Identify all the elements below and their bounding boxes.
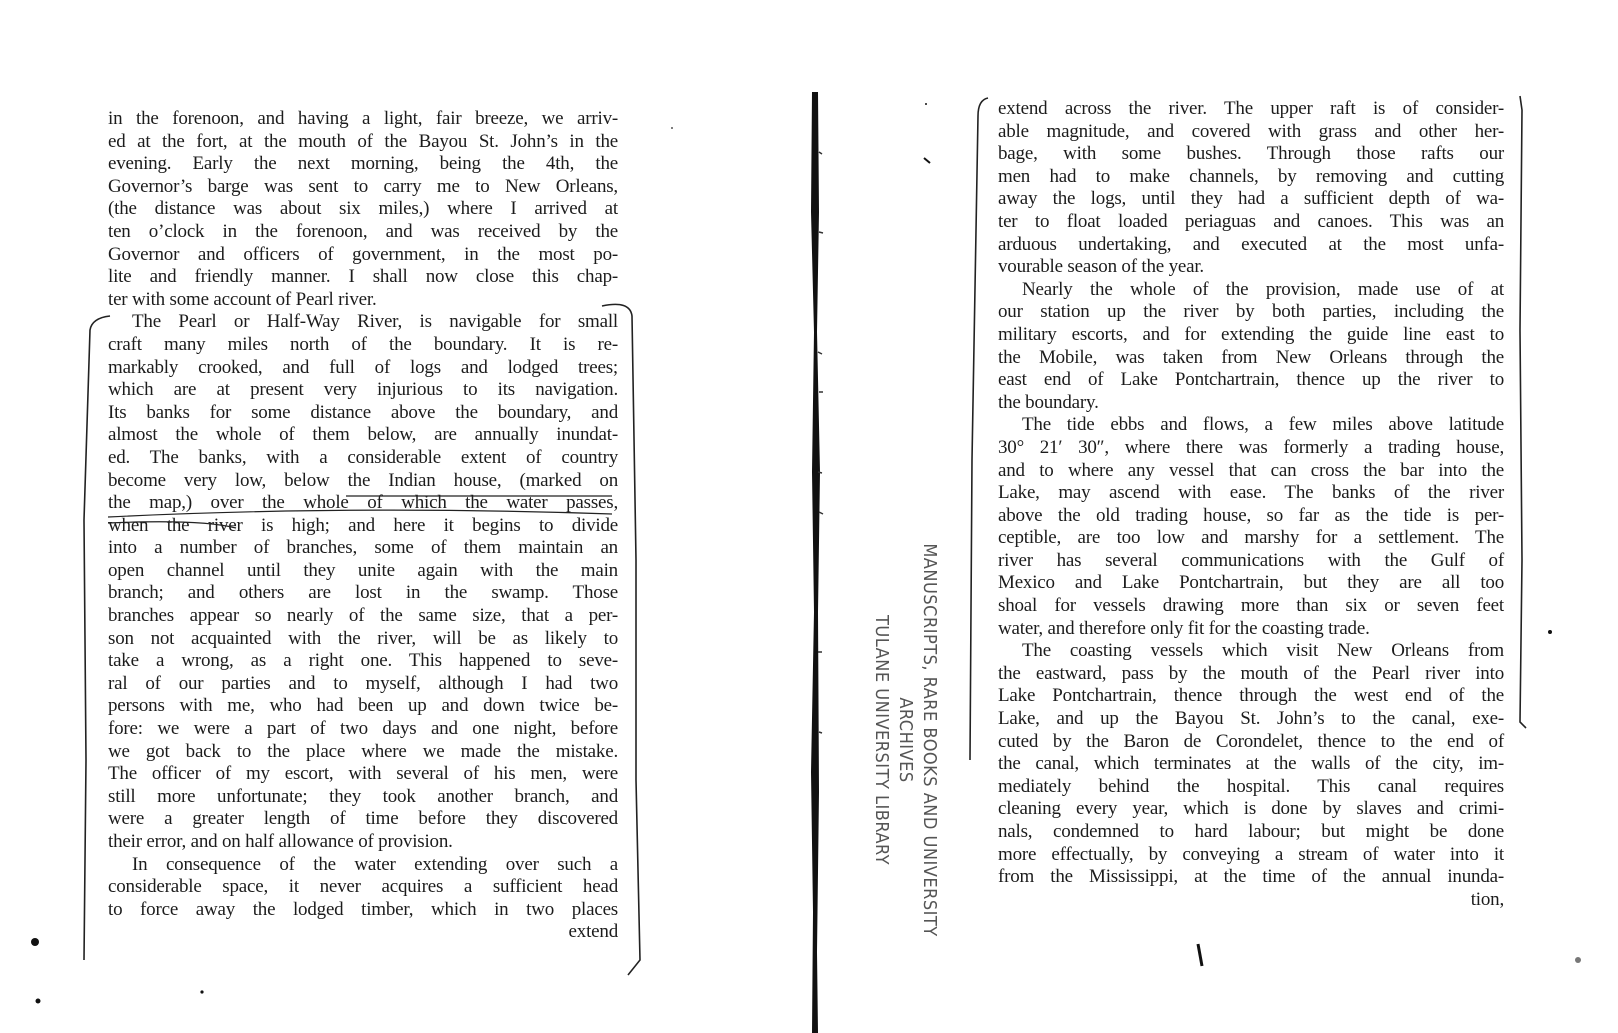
- left-line-7: Governor and officers of government, in the most po-: [108, 243, 618, 265]
- right-line-5: away the logs, until they had a sufficient depth of wa-: [998, 188, 1504, 210]
- right-line-15: The tide ebbs and flows, a few miles above latitude: [1022, 414, 1504, 436]
- right-line-29: cuted by the Baron de Corondelet, thence to the end of: [998, 730, 1504, 752]
- right-line-8: vourable season of the year.: [998, 256, 1204, 278]
- left-line-13: which are at present very injurious to its navigation.: [108, 379, 618, 401]
- left-line-36: to force away the lodged timber, which in two places: [108, 898, 618, 920]
- left-line-2: ed at the fort, at the mouth of the Bayou St. John’s in the: [108, 130, 618, 152]
- right-page: [998, 98, 1504, 911]
- right-line-19: above the old trading house, so far as the tide is per-: [998, 504, 1504, 526]
- left-margin-bracket: [84, 316, 110, 960]
- left-line-3: evening. Early the next morning, being the 4th, the: [108, 153, 618, 175]
- right-line-32: cleaning every year, which is done by slaves and crimi-: [998, 798, 1504, 820]
- left-line-18: the map,) over the whole of which the water passes,: [108, 492, 618, 514]
- left-line-20: into a number of branches, some of them maintain an: [108, 537, 618, 559]
- left-line-35: considerable space, it never acquires a sufficient head: [108, 876, 618, 898]
- speck: [925, 103, 927, 105]
- left-line-29: we got back to the place where we made the mistake.: [108, 740, 618, 762]
- left-line-4: Governor’s barge was sent to carry me to New Orleans,: [108, 175, 618, 197]
- speck: [924, 158, 930, 163]
- left-line-23: branches appear so nearly of the same size, that a per-: [108, 605, 618, 627]
- right-line-24: water, and therefore only fit for the coasting trade.: [998, 617, 1370, 639]
- left-line-10: The Pearl or Half-Way River, is navigable for small: [132, 311, 618, 333]
- left-line-22: branch; and others are lost in the swamp. Those: [108, 582, 618, 604]
- right-catchword: tion,: [1470, 888, 1504, 910]
- right-line-17: and to where any vessel that can cross the bar into the: [998, 459, 1504, 481]
- left-line-19: when the river is high; and here it begins to divide: [108, 514, 618, 536]
- library-stamp: [871, 530, 941, 950]
- left-line-12: markably crooked, and full of logs and lodged trees;: [108, 356, 618, 378]
- right-line-6: ter to float loaded periaguas and canoes. This was an: [998, 210, 1504, 232]
- left-catchword: extend: [568, 921, 618, 943]
- right-line-23: shoal for vessels drawing more than six or seven feet: [998, 595, 1504, 617]
- left-line-27: persons with me, who had been up and down twice be-: [108, 695, 618, 717]
- left-line-28: fore: we were a part of two days and one night, before: [108, 718, 618, 740]
- left-line-33: their error, and on half allowance of provision.: [108, 831, 453, 852]
- right-line-26: the eastward, pass by the mouth of the Pearl river into: [998, 662, 1504, 684]
- left-line-30: The officer of my escort, with several of his men, were: [108, 763, 618, 785]
- speck: [31, 938, 39, 946]
- right-line-16: 30° 21′ 30″, where there was formerly a trading house,: [998, 436, 1504, 458]
- left-line-9: ter with some account of Pearl river.: [108, 288, 377, 310]
- left-line-34: In consequence of the water extending over such a: [132, 853, 618, 875]
- left-line-32: were a greater length of time before they discovered: [108, 808, 618, 830]
- right-line-22: Mexico and Lake Pontchartrain, but they are all too: [998, 572, 1504, 594]
- right-line-10: our station up the river by both parties, including the: [998, 301, 1504, 323]
- left-line-17: become very low, below the Indian house, (marked on: [108, 469, 618, 491]
- right-line-25: The coasting vessels which visit New Orleans from: [1022, 640, 1504, 662]
- left-line-16: ed. The banks, with a considerable extent of country: [108, 446, 618, 468]
- right-line-12: the Mobile, was taken from New Orleans through the: [998, 346, 1504, 368]
- right-line-34: more effectually, by conveying a stream of water into it: [998, 843, 1504, 865]
- right-line-27: Lake Pontchartrain, thence through the west end of the: [998, 685, 1504, 707]
- right-line-1: extend across the river. The upper raft is of consider-: [998, 98, 1504, 119]
- right-line-7: arduous undertaking, and executed at the most unfa-: [998, 233, 1504, 255]
- right-line-21: river has several communications with the Gulf of: [998, 549, 1504, 571]
- left-line-31: still more unfortunate; they took another branch, and: [108, 785, 618, 807]
- stamp-line-archives: MANUSCRIPTS, RARE BOOKS AND UNIVERSITY ARCHIVES: [895, 543, 940, 937]
- speck: [1575, 957, 1581, 963]
- left-line-1: in the forenoon, and having a light, fair breeze, we arriv-: [108, 108, 618, 129]
- speck: [200, 990, 203, 993]
- right-line-3: bage, with some bushes. Through those rafts our: [998, 143, 1504, 165]
- stamp-line-library: TULANE UNIVERSITY LIBRARY: [871, 615, 892, 865]
- speck: [36, 999, 41, 1004]
- left-line-24: son not acquainted with the river, will be as likely to: [108, 627, 618, 649]
- speck: [671, 127, 673, 129]
- right-line-14: the boundary.: [998, 391, 1099, 413]
- speck: [1198, 944, 1202, 966]
- right-line-33: nals, condemned to hard labour; but might be done: [998, 821, 1504, 842]
- right-line-9: Nearly the whole of the provision, made use of at: [1022, 278, 1504, 300]
- left-line-15: almost the whole of them below, are annually inundat-: [108, 424, 618, 446]
- left-line-25: take a wrong, as a right one. This happened to seve-: [108, 650, 618, 672]
- right-line-13: east end of Lake Pontchartrain, thence up the river to: [998, 369, 1504, 391]
- right-line-35: from the Mississippi, at the time of the annual inunda-: [998, 866, 1504, 888]
- right-line-4: men had to make channels, by removing and cutting: [998, 165, 1504, 187]
- left-page: [108, 108, 618, 944]
- right-line-30: the canal, which terminates at the walls of the city, im-: [998, 753, 1504, 775]
- left-line-5: (the distance was about six miles,) where I arrived at: [108, 198, 618, 220]
- left-line-8: lite and friendly manner. I shall now close this chap-: [108, 266, 618, 288]
- right-page-right-bracket: [1520, 96, 1526, 728]
- right-line-11: military escorts, and for extending the guide line east to: [998, 323, 1504, 345]
- left-line-6: ten o’clock in the forenoon, and was received by the: [108, 220, 618, 242]
- right-line-2: able magnitude, and covered with grass and other her-: [998, 120, 1504, 142]
- right-page-left-bracket: [970, 98, 988, 760]
- book-gutter-shadow: [806, 92, 824, 1033]
- right-line-28: Lake, and up the Bayou St. John’s to the canal, exe-: [998, 708, 1504, 730]
- speck: [1548, 630, 1552, 634]
- right-line-18: Lake, may ascend with ease. The banks of the river: [998, 482, 1504, 504]
- left-line-14: Its banks for some distance above the boundary, and: [108, 401, 618, 423]
- left-line-21: open channel until they unite again with the main: [108, 559, 618, 581]
- right-line-31: mediately behind the hospital. This canal requires: [998, 775, 1504, 797]
- right-line-20: ceptible, are too low and marshy for a settlement. The: [998, 527, 1504, 549]
- left-line-26: ral of our parties and to myself, although I had two: [108, 672, 618, 694]
- left-line-11: craft many miles north of the boundary. It is re-: [108, 333, 618, 355]
